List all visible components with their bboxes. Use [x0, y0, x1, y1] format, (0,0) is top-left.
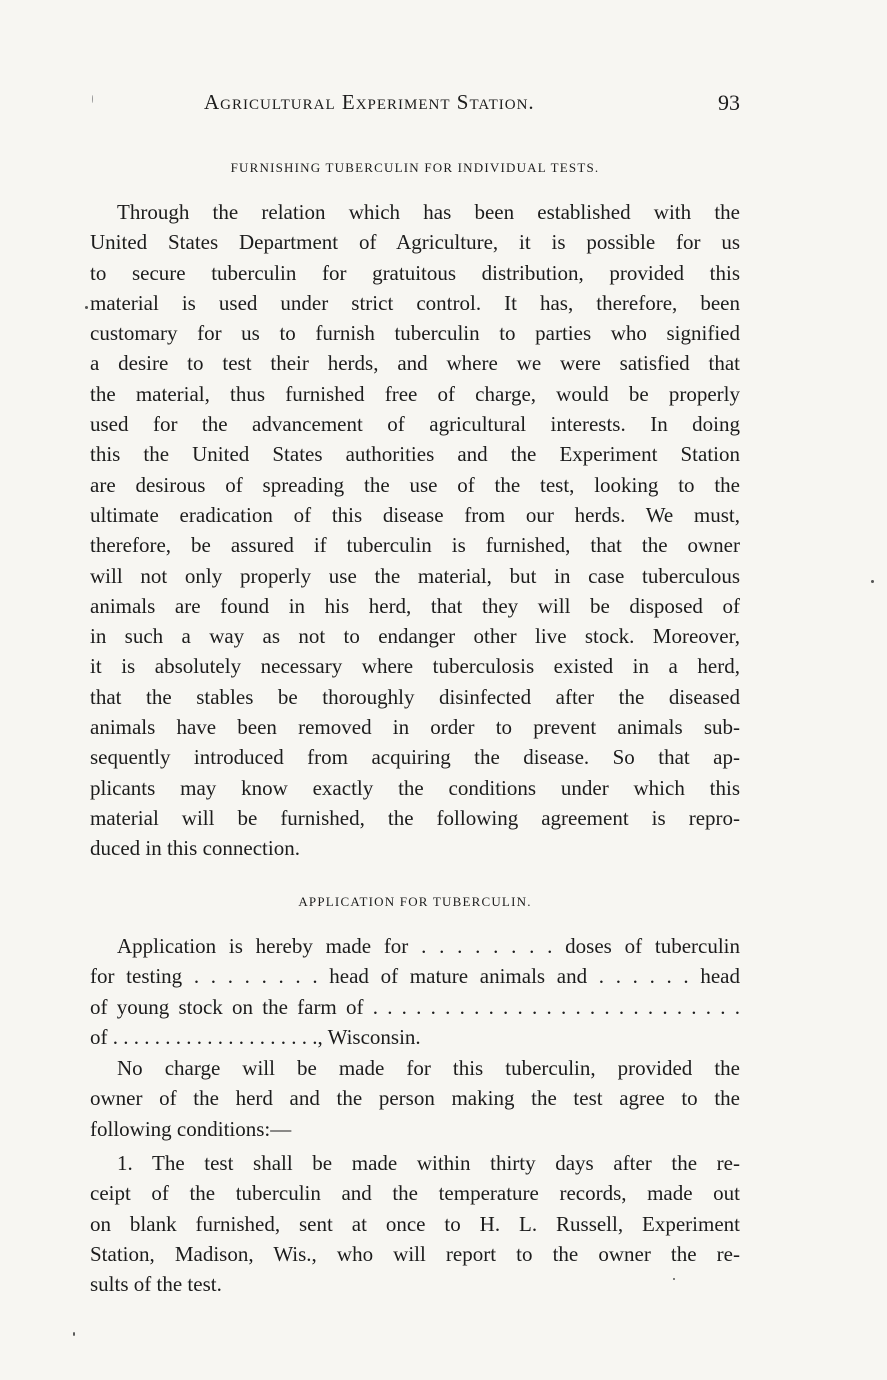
scan-speck	[85, 306, 88, 309]
section-heading-furnishing: FURNISHING TUBERCULIN FOR INDIVIDUAL TESTS.	[230, 160, 600, 175]
page-number: 93	[718, 90, 740, 115]
running-header	[90, 90, 740, 126]
text-line: ceipt of the tuberculin and the temperature records, made out	[90, 1181, 740, 1206]
document-page	[90, 0, 740, 1380]
text-line: to secure tuberculin for gratuitous distribution, provided this	[90, 260, 740, 285]
text-line: following conditions:—	[90, 1116, 292, 1141]
text-line: therefore, be assured if tuberculin is furnished, that the owner	[90, 533, 740, 558]
text-line: plicants may know exactly the conditions under which this	[90, 775, 740, 800]
text-line: duced in this connection.	[90, 836, 300, 861]
intro-paragraph	[90, 197, 740, 864]
text-line: sults of the test.	[90, 1272, 222, 1297]
form-line: Application is hereby made for . . . . . . . . doses of tuberculin	[117, 934, 740, 958]
text-line: a desire to test their herds, and where we were satisfied that	[90, 351, 740, 376]
text-line: 1. The test shall be made within thirty days after the re-	[117, 1151, 740, 1175]
text-line: Station, Madison, Wis., who will report to the owner the re-	[90, 1241, 740, 1266]
text-line: No charge will be made for this tuberculin, provided the	[117, 1056, 740, 1080]
text-line: material is used under strict control. It has, therefore, been	[90, 290, 740, 315]
condition-1	[90, 1148, 740, 1299]
text-line: it is absolutely necessary where tuberculosis existed in a herd,	[90, 654, 740, 679]
text-line: material will be furnished, the following agreement is repro-	[90, 805, 740, 830]
text-line: this the United States authorities and the Experiment Station	[90, 442, 740, 467]
scan-speck	[673, 1278, 675, 1280]
scan-speck	[871, 580, 874, 583]
no-charge-paragraph	[90, 1053, 740, 1144]
running-title: Agricultural Experiment Station.	[204, 90, 535, 114]
text-line: animals are found in his herd, that they will be disposed of	[90, 593, 740, 618]
form-line: of young stock on the farm of . . . . . . . . . . . . . . . . . . . . . . . . . .	[90, 994, 740, 1019]
scan-speck	[92, 95, 93, 103]
text-line: will not only properly use the material, but in case tuberculous	[90, 563, 740, 588]
scan-speck	[73, 1332, 75, 1336]
text-line: are desirous of spreading the use of the test, looking to the	[90, 472, 740, 497]
text-line: in such a way as not to endanger other live stock. Moreover,	[90, 624, 740, 649]
text-line: sequently introduced from acquiring the disease. So that ap-	[90, 745, 740, 770]
text-line: customary for us to furnish tuberculin to parties who signified	[90, 321, 740, 346]
text-line: animals have been removed in order to prevent animals sub-	[90, 715, 740, 740]
text-line: on blank furnished, sent at once to H. L. Russell, Experiment	[90, 1211, 740, 1236]
text-line: the material, thus furnished free of charge, would be properly	[90, 381, 740, 406]
form-line: of . . . . . . . . . . . . . . . . . . . ., Wisconsin.	[90, 1024, 421, 1049]
form-line: for testing . . . . . . . . head of mature animals and . . . . . . head	[90, 964, 740, 989]
text-line: that the stables be thoroughly disinfected after the diseased	[90, 684, 740, 709]
text-line: United States Department of Agriculture, it is possible for us	[90, 230, 740, 255]
application-form	[90, 931, 740, 1052]
text-line: Through the relation which has been established with the	[117, 200, 740, 224]
text-line: owner of the herd and the person making the test agree to the	[90, 1086, 740, 1111]
text-line: used for the advancement of agricultural interests. In doing	[90, 412, 740, 437]
section-heading-application: APPLICATION FOR TUBERCULIN.	[298, 894, 532, 909]
text-line: ultimate eradication of this disease from our herds. We must,	[90, 502, 740, 527]
